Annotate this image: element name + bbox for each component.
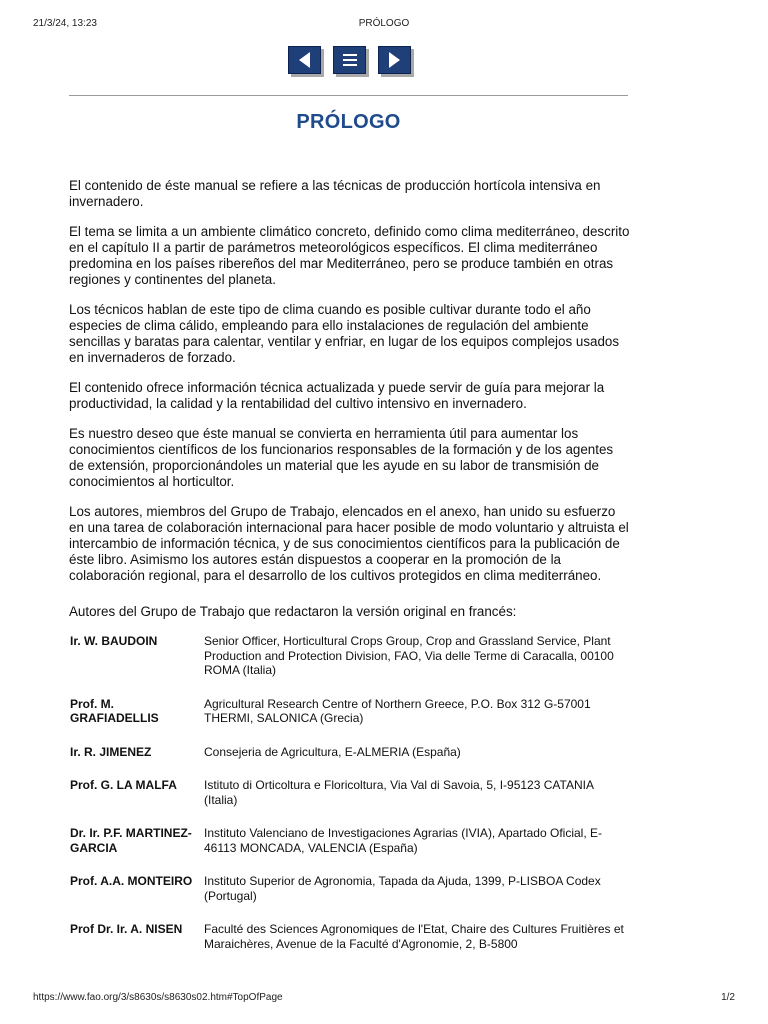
page-url: https://www.fao.org/3/s8630s/s8630s02.htm#TopOfPage [33,992,283,1003]
arrow-right-icon [389,52,400,68]
author-affiliation: Agricultural Research Centre of Northern Greece, P.O. Box 312 G-57001 THERMI, SALONICA (Grecia) [204,696,591,725]
page-title: PRÓLOGO [296,111,401,133]
prologue-body [69,178,631,598]
author-name: Prof. G. LA MALFA [70,778,177,792]
print-datetime: 21/3/24, 13:23 [33,18,97,29]
print-footer [33,992,735,1006]
author-name: Prof. A.A. MONTEIRO [70,874,193,888]
contents-button[interactable] [333,46,366,74]
author-affiliation: Senior Officer, Horticultural Crops Group, Crop and Grassland Service, Plant Production and Protection Division, FAO, Via delle Terme di Caracalla, 00100 ROMA (Italia) [204,634,614,677]
author-name: Prof. M. GRAFIADELLIS [70,696,159,725]
author-row [70,697,632,726]
page-number: 1/2 [721,992,735,1003]
page-navigation [288,46,412,78]
print-header [33,18,735,32]
author-row [70,634,632,678]
paragraph: Es nuestro deseo que éste manual se convierta en herramienta útil para aumentar los conocimientos científicos de los funcionarios responsables de la formación y de los agentes de extensión, proporcionándoles un material que les ayude en su labor de transmisión de conocimientos al horticultor. [69,426,614,489]
author-row [70,745,632,760]
authors-intro: Autores del Grupo de Trabajo que redactaron la versión original en francés: [69,604,517,619]
author-row [70,826,632,855]
paragraph: El tema se limita a un ambiente climático concreto, definido como clima mediterráneo, descrito en el capítulo II a partir de parámetros meteorológicos específicos. El clima mediterráneo predomina en los países ribereños del mar Mediterráneo, pero se produce también en otras regiones y continentes del planeta. [69,224,630,287]
paragraph: El contenido de éste manual se refiere a las técnicas de producción hortícola intensiva en invernadero. [69,178,601,209]
author-name: Dr. Ir. P.F. MARTINEZ-GARCIA [70,826,192,855]
list-icon [343,54,357,66]
author-affiliation: Instituto Valenciano de Investigaciones Agrarias (IVIA), Apartado Oficial, E-46113 MONCADA, VALENCIA (España) [204,826,602,855]
authors-table [70,634,632,951]
arrow-left-icon [299,52,310,68]
author-affiliation: Faculté des Sciences Agronomiques de l'Etat, Chaire des Cultures Fruitières et Maraichères, Avenue de la Faculté d'Agronomie, 2, B-5800 [204,922,624,951]
paragraph: El contenido ofrece información técnica actualizada y puede servir de guía para mejorar la productividad, la calidad y la rentabilidad del cultivo intensivo en invernadero. [69,380,605,411]
author-affiliation: Consejeria de Agricultura, E-ALMERIA (España) [204,744,461,759]
print-title: PRÓLOGO [358,18,410,29]
horizontal-divider [69,95,628,96]
previous-page-button[interactable] [288,46,321,74]
author-row [70,922,632,951]
author-row [70,874,632,903]
author-affiliation: Istituto di Orticoltura e Floricoltura, Via Val di Savoia, 5, I-95123 CATANIA (Italia) [204,778,594,807]
paragraph: Los autores, miembros del Grupo de Trabajo, elencados en el anexo, han unido su esfuerzo en una tarea de colaboración internacional para hacer posible de modo voluntario y altruista el intercambio de información técnica, y de sus conocimientos científicos para la publicación de éste libro. Asimismo los autores están dispuestos a cooperar en la promoción de la colaboración regional, para el desarrollo de los cultivos protegidos en clima mediterráneo. [69,504,629,583]
author-name: Ir. R. JIMENEZ [70,744,152,759]
author-affiliation: Instituto Superior de Agronomia, Tapada da Ajuda, 1399, P-LISBOA Codex (Portugal) [204,874,601,903]
next-page-button[interactable] [378,46,411,74]
author-name: Ir. W. BAUDOIN [70,634,158,648]
paragraph: Los técnicos hablan de este tipo de clima cuando es posible cultivar durante todo el año especies de clima cálido, empleando para ello instalaciones de regulación del ambiente sencillas y baratas para calentar, ventilar y enfriar, en lugar de los equipos complejos usados en invernaderos de forzado. [69,302,620,365]
author-row [70,778,632,807]
author-name: Prof Dr. Ir. A. NISEN [70,922,183,936]
